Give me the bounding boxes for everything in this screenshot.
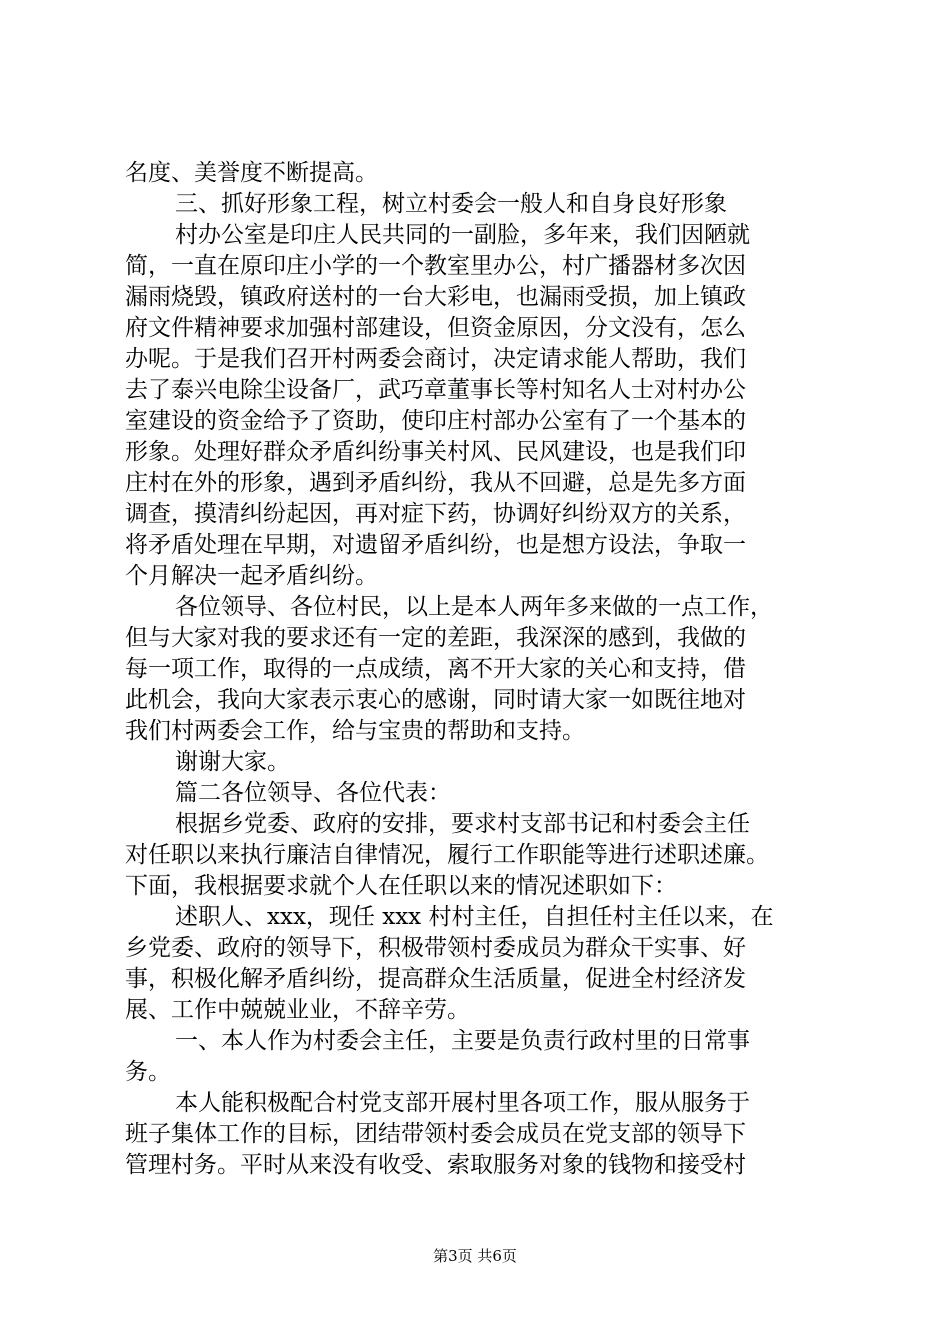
section-heading: 三、抓好形象工程，树立村委会一般人和自身良好形象	[175, 191, 727, 217]
text-line: 各位领导、各位村民，以上是本人两年多来做的一点工作，	[175, 594, 773, 620]
text-line: 每一项工作，取得的一点成绩，离不开大家的关心和支持，借	[125, 656, 746, 682]
text-line: 对任职以来执行廉洁自律情况，履行工作职能等进行述职述廉。	[125, 842, 769, 868]
text-line: 此机会，我向大家表示衷心的感谢，同时请大家一如既往地对	[125, 687, 746, 713]
text-line: 务。	[125, 1059, 171, 1085]
text-line: 述职人、xxx，现任 xxx 村村主任，自担任村主任以来，在	[175, 904, 774, 930]
page-footer	[0, 1246, 950, 1266]
text-line: 办呢。于是我们召开村两委会商讨，决定请求能人帮助，我们	[125, 346, 746, 372]
text-line: 个月解决一起矛盾纠纷。	[125, 563, 378, 589]
text-line: 班子集体工作的目标，团结带领村委会成员在党支部的领导下	[125, 1121, 746, 1147]
text-line: 下面，我根据要求就个人在任职以来的情况述职如下：	[125, 873, 677, 899]
page-number-label: 第3页 共6页	[433, 1247, 517, 1265]
text-line: 根据乡党委、政府的安排，要求村支部书记和村委会主任	[175, 811, 750, 837]
text-line: 庄村在外的形象，遇到矛盾纠纷，我从不回避，总是先多方面	[125, 470, 746, 496]
text-line: 府文件精神要求加强村部建设，但资金原因，分文没有，怎么	[125, 315, 746, 341]
text-line: 简，一直在原印庄小学的一个教室里办公，村广播器材多次因	[125, 253, 746, 279]
text-line: 名度、美誉度不断提高。	[125, 160, 378, 186]
text-line: 我们村两委会工作，给与宝贵的帮助和支持。	[125, 718, 585, 744]
text-line: 将矛盾处理在早期，对遗留矛盾纠纷，也是想方设法，争取一	[125, 532, 746, 558]
section-heading: 篇二各位领导、各位代表：	[175, 780, 451, 806]
text-line: 管理村务。平时从来没有收受、索取服务对象的钱物和接受村	[125, 1152, 746, 1178]
text-line: 本人能积极配合村党支部开展村里各项工作，服从服务于	[175, 1090, 750, 1116]
text-line: 形象。处理好群众矛盾纠纷事关村风、民风建设，也是我们印	[125, 439, 746, 465]
text-line: 乡党委、政府的领导下，积极带领村委成员为群众干实事、好	[125, 935, 746, 961]
text-line: 谢谢大家。	[175, 749, 290, 775]
section-heading: 一、本人作为村委会主任，主要是负责行政村里的日常事	[175, 1028, 750, 1054]
text-line: 事，积极化解矛盾纠纷，提高群众生活质量，促进全村经济发	[125, 966, 746, 992]
text-line: 去了泰兴电除尘设备厂，武巧章董事长等村知名人士对村办公	[125, 377, 746, 403]
text-line: 村办公室是印庄人民共同的一副脸，多年来，我们因陋就	[175, 222, 750, 248]
text-line: 但与大家对我的要求还有一定的差距，我深深的感到，我做的	[125, 625, 746, 651]
text-line: 调查，摸清纠纷起因，再对症下药，协调好纠纷双方的关系，	[125, 501, 746, 527]
text-line: 室建设的资金给予了资助，使印庄村部办公室有了一个基本的	[125, 408, 746, 434]
text-line: 展、工作中兢兢业业，不辞辛劳。	[125, 997, 470, 1023]
text-line: 漏雨烧毁，镇政府送村的一台大彩电，也漏雨受损，加上镇政	[125, 284, 746, 310]
